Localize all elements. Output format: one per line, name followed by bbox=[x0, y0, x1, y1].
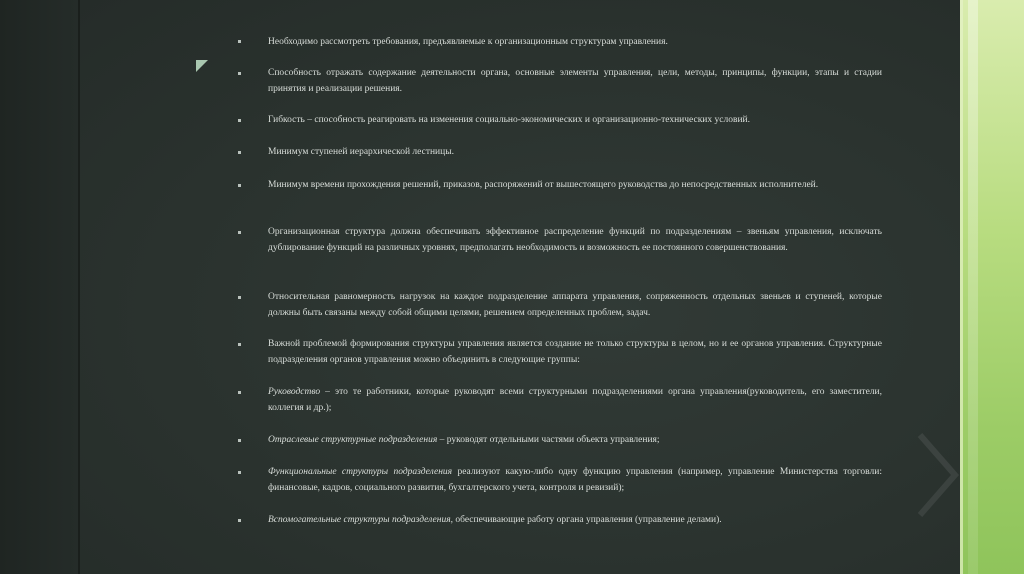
bullet-icon bbox=[238, 184, 241, 187]
list-item-desc: обеспечивающие работу органа управления (управление делами). bbox=[453, 515, 722, 525]
right-decoration bbox=[960, 0, 1024, 574]
bullet-icon bbox=[238, 519, 241, 522]
bullet-icon bbox=[238, 72, 241, 75]
bullet-icon bbox=[238, 439, 241, 442]
bullet-icon bbox=[238, 231, 241, 234]
left-panel bbox=[0, 0, 78, 574]
right-decoration-stripe bbox=[968, 0, 978, 574]
list-item-term: Руководство bbox=[268, 387, 321, 397]
list-item-text bbox=[268, 513, 882, 529]
list-item-term: Функциональные структуры подразделения bbox=[268, 467, 453, 477]
bullet-icon bbox=[238, 343, 241, 346]
bullet-icon bbox=[238, 471, 241, 474]
list-item-desc: – руководят отдельными частями объекта управления; bbox=[437, 435, 660, 445]
list-item-text: Важной проблемой формирования структуры управления является создание не только структуры в целом, но и ее органов управления. Структурные подразделения органов управления можно объединить в следующие группы: bbox=[268, 339, 882, 365]
list-item-text bbox=[268, 385, 882, 416]
list-item-text: Минимум времени прохождения решений, приказов, распоряжений от вышестоящего руководства до непосредственных исполнителей. bbox=[268, 180, 819, 190]
list-item-text bbox=[268, 465, 882, 496]
list-item-term: Вспомогательные структуры подразделения, bbox=[268, 515, 453, 525]
bullet-icon bbox=[238, 119, 241, 122]
list-item-desc: реализуют какую-либо одну функцию управления (например, управление Министерства торговли: финансовые, кадров, социального развития, бухгалтерского учета, контроля и ревизий); bbox=[268, 467, 882, 493]
bullet-icon bbox=[238, 296, 241, 299]
list-item-term: Отраслевые структурные подразделения bbox=[268, 435, 438, 445]
bullet-icon bbox=[238, 151, 241, 154]
chevron-watermark-icon bbox=[915, 430, 965, 520]
list-item-text: Необходимо рассмотреть требования, предъявляемые к организационным структурам управления. bbox=[268, 37, 668, 47]
corner-triangle-icon bbox=[196, 60, 208, 72]
bullet-icon bbox=[238, 40, 241, 43]
list-item-text: Организационная структура должна обеспечивать эффективное распределение функций по подразделениям – звеньям управления, исключать дублирование функций на различных уровнях, предполагать необходимость и возможность ее постоянного совершенствования. bbox=[268, 227, 882, 253]
list-item-desc: – это те работники, которые руководят всеми структурными подразделениями органа управления(руководитель, его заместители, коллегия и др.); bbox=[268, 387, 882, 413]
list-item-text: Относительная равномерность нагрузок на каждое подразделение аппарата управления, сопряженность отдельных звеньев и ступеней, которые должны быть связаны между собой общими целями, решением определенных проблем, задач. bbox=[268, 292, 882, 318]
list-item-text bbox=[268, 433, 882, 449]
list-item-text: Минимум ступеней иерархической лестницы. bbox=[268, 147, 454, 157]
list-item-text: Способность отражать содержание деятельности органа, основные элементы управления, цели, методы, принципы, функции, этапы и стадии принятия и реализации решения. bbox=[268, 68, 882, 94]
bullet-icon bbox=[238, 391, 241, 394]
list-item-text: Гибкость – способность реагировать на изменения социально-экономических и организационно-технических условий. bbox=[268, 115, 751, 125]
